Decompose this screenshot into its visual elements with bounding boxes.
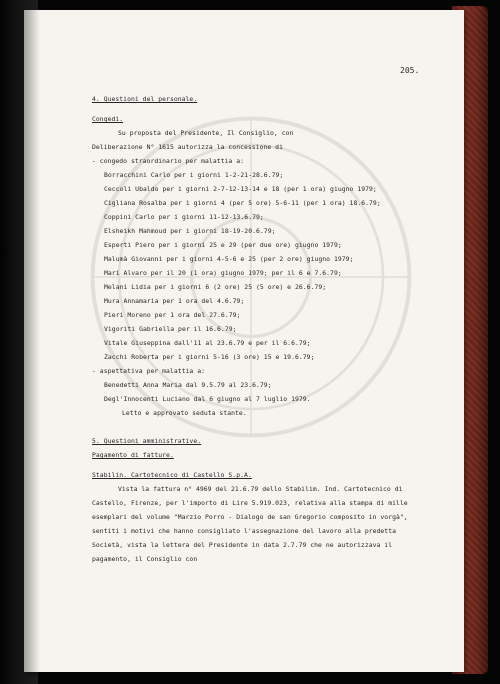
list-item: Mura Annamaria per 1 ora del 4.6.79; bbox=[104, 297, 245, 305]
category-title: - aspettativa per malattia a: bbox=[92, 367, 206, 375]
list-item: Pieri Moreno per 1 ora del 27.6.79; bbox=[104, 311, 241, 319]
list-item: Coppini Carlo per i giorni 11-12-13.6.79; bbox=[104, 213, 264, 221]
body-line: sentiti i motivi che hanno consigliato l'assegnazione del lavoro alla predetta bbox=[92, 527, 397, 535]
list-item: Benedetti Anna Maria dal 9.5.79 al 23.6.79; bbox=[104, 381, 272, 389]
approval-note: Letto e approvato seduta stante. bbox=[122, 409, 247, 417]
list-item: Vigoriti Gabriella per il 16.6.79; bbox=[104, 325, 237, 333]
body-line: Vista la fattura n° 4969 del 21.6.79 dello Stabilim. Ind. Cartotecnico di bbox=[118, 485, 403, 493]
category-title: - congedo straordinario per malattia a: bbox=[92, 157, 245, 165]
list-item: Zacchi Roberta per i giorni 5-16 (3 ore) 15 e 19.6.79; bbox=[104, 353, 315, 361]
list-item: Mari Alvaro per il 20 (1 ora) giugno 1979; per il 6 e 7.6.79; bbox=[104, 269, 342, 277]
section5-heading: 5. Questioni amministrative. bbox=[92, 437, 202, 445]
list-item: Cigliana Rosalba per i giorni 4 (per 5 ore) 5-6-11 (per 1 ora) 18.6.79; bbox=[104, 199, 381, 207]
list-item: Vitale Giuseppina dall'11 al 23.6.79 e per il 6.6.79; bbox=[104, 339, 311, 347]
body-line: Società, vista la lettera del Presidente in data 2.7.79 che ne autorizzava il bbox=[92, 541, 393, 549]
body-line: esemplari del volume "Marzio Porro - Dialogo de san Gregorio composito in vorgà", bbox=[92, 513, 408, 521]
company-name: Stabilin. Cartotecnico di Castello S.p.A. bbox=[92, 471, 252, 479]
intro-line: Deliberazione N° 1615 autorizza la concessione di bbox=[92, 143, 283, 151]
list-item: Elsheikh Mahmoud per i giorni 18-19-20.6.79; bbox=[104, 227, 276, 235]
list-item: Borracchini Carlo per i giorni 1-2-21-28.6.79; bbox=[104, 171, 284, 179]
list-item: Degl'Innocenti Luciano dal 6 giugno al 7 luglio 1979. bbox=[104, 395, 311, 403]
page-number: 205. bbox=[400, 66, 420, 75]
section4-subheading: Congedi. bbox=[92, 115, 124, 123]
list-item: Melani Lidia per i giorni 6 (2 ore) 25 (5 ore) e 26.6.79; bbox=[104, 283, 327, 291]
list-item: Esperti Piero per i giorni 25 e 29 (per due ore) giugno 1979; bbox=[104, 241, 342, 249]
page-gutter-shadow bbox=[24, 10, 40, 672]
body-line: pagamento, il Consiglio con bbox=[92, 555, 198, 563]
body-line: Castello, Firenze, per l'importo di Lire 5.919.023, relativa alla stampa di mille bbox=[92, 499, 408, 507]
list-item: Malumà Giovanni per i giorni 4-5-6 e 25 (per 2 ore) giugno 1979; bbox=[104, 255, 354, 263]
intro-line: Su proposta del Presidente, Il Consiglio, con bbox=[118, 129, 294, 137]
section4-heading: 4. Questioni del personale. bbox=[92, 95, 198, 103]
list-item: Ceccoli Ubaldo per i giorni 2-7-12-13-14 e 18 (per 1 ora) giugno 1979; bbox=[104, 185, 377, 193]
section5-subheading: Pagamento di fatture. bbox=[92, 451, 174, 459]
